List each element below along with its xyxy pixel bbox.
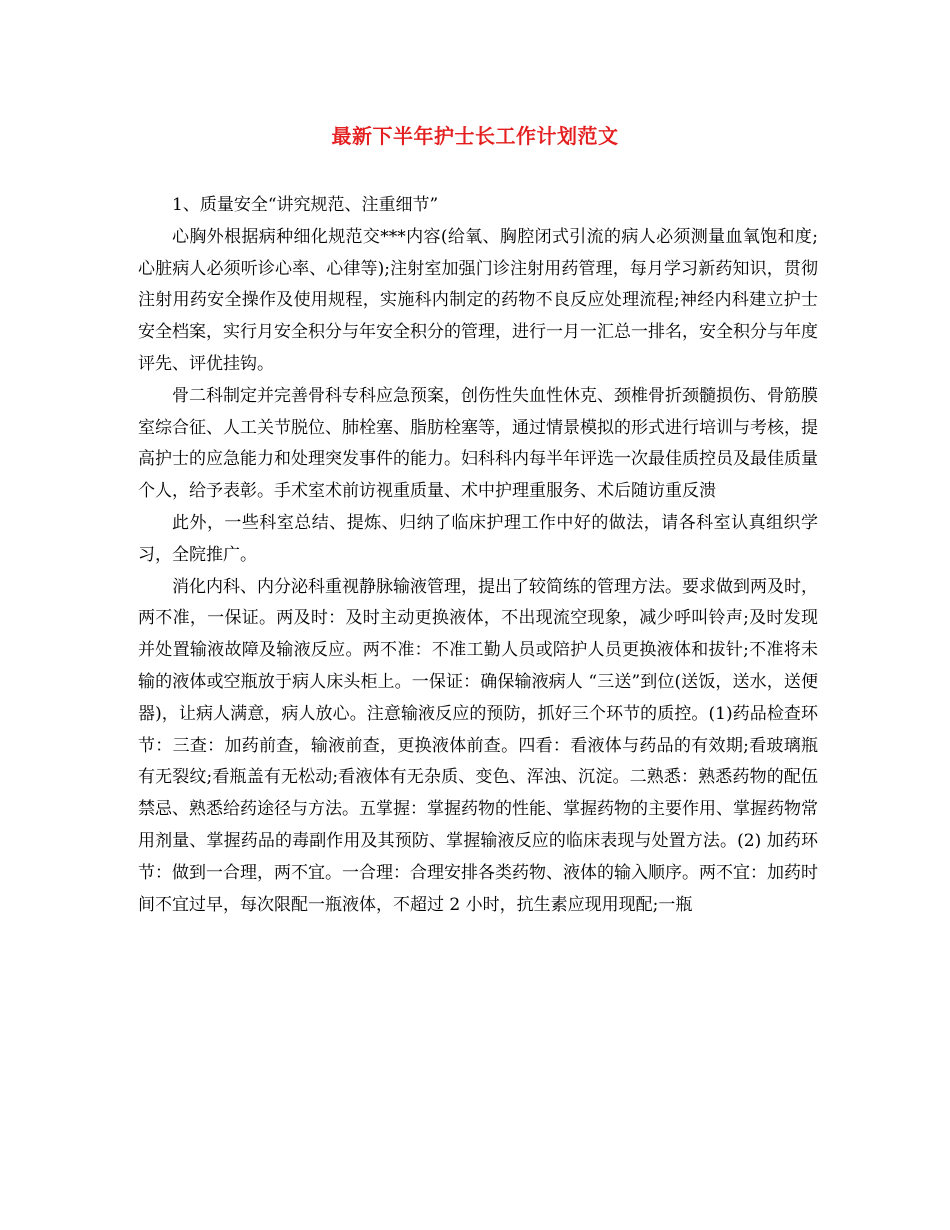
paragraph-quality-safety-heading: 1、质量安全“讲究规范、注重细节” [172,195,439,215]
paragraph-orthopedics: 骨二科制定并完善骨科专科应急预案，创伤性失血性休克、颈椎骨折颈髓损伤、骨筋膜室综合征、人工关节脱位、肺栓塞、脂肪栓塞等，通过情景模拟的形式进行培训与考核，提高护士的应急能力和处理突发事件的能力。妇科科内每半年评选一次最佳质控员及最佳质量个人，给予表彰。手术室术前访视重质量、术中护理重服务、术后随访重反溃 [138,385,818,502]
paragraph-hospital-promotion: 此外，一些科室总结、提炼、归纳了临床护理工作中好的做法，请各科室认真组织学习，全院推广。 [138,512,818,565]
paragraph-infusion-management: 消化内科、内分泌科重视静脉输液管理，提出了较简练的管理方法。要求做到两及时，两不准，一保证。两及时：及时主动更换液体，不出现流空现象，减少呼叫铃声;及时发现并处置输液故障及输液反应。两不准：不准工勤人员或陪护人员更换液体和拔针;不准将未输的液体或空瓶放于病人床头柜上。一保证：确保输液病人 “三送”到位(送饭，送水，送便器)，让病人满意，病人放心。注意输液反应的预防，抓好三个环节的质控。(1)药品检查环节：三查：加药前查，输液前查，更换液体前查。四看：看液体与药品的有效期;看玻璃瓶有无裂纹;看瓶盖有无松动;看液体有无杂质、变色、浑浊、沉淀。二熟悉：熟悉药物的配伍禁忌、熟悉给药途径与方法。五掌握：掌握药物的性能、掌握药物的主要作用、掌握药物常用剂量、掌握药品的毒副作用及其预防、掌握输液反应的临床表现与处置方法。(2) 加药环节：做到一合理，两不宜。一合理：合理安排各类药物、液体的输入顺序。两不宜：加药时间不宜过早，每次限配一瓶液体，不超过 2 小时，抗生素应现用现配;一瓶 [138,576,818,915]
document-title: 最新下半年护士长工作计划范文 [331,124,619,148]
paragraph-cardiothoracic: 心胸外根据病种细化规范交***内容(给氧、胸腔闭式引流的病人必须测量血氧饱和度;心脏病人必须听诊心率、心律等);注射室加强门诊注射用药管理，每月学习新药知识，贯彻注射用药安全操作及使用规程，实施科内制定的药物不良反应处理流程;神经内科建立护士安全档案，实行月安全积分与年安全积分的管理，进行一月一汇总一排名，安全积分与年度评先、评优挂钩。 [138,226,818,374]
document-body [138,190,818,921]
